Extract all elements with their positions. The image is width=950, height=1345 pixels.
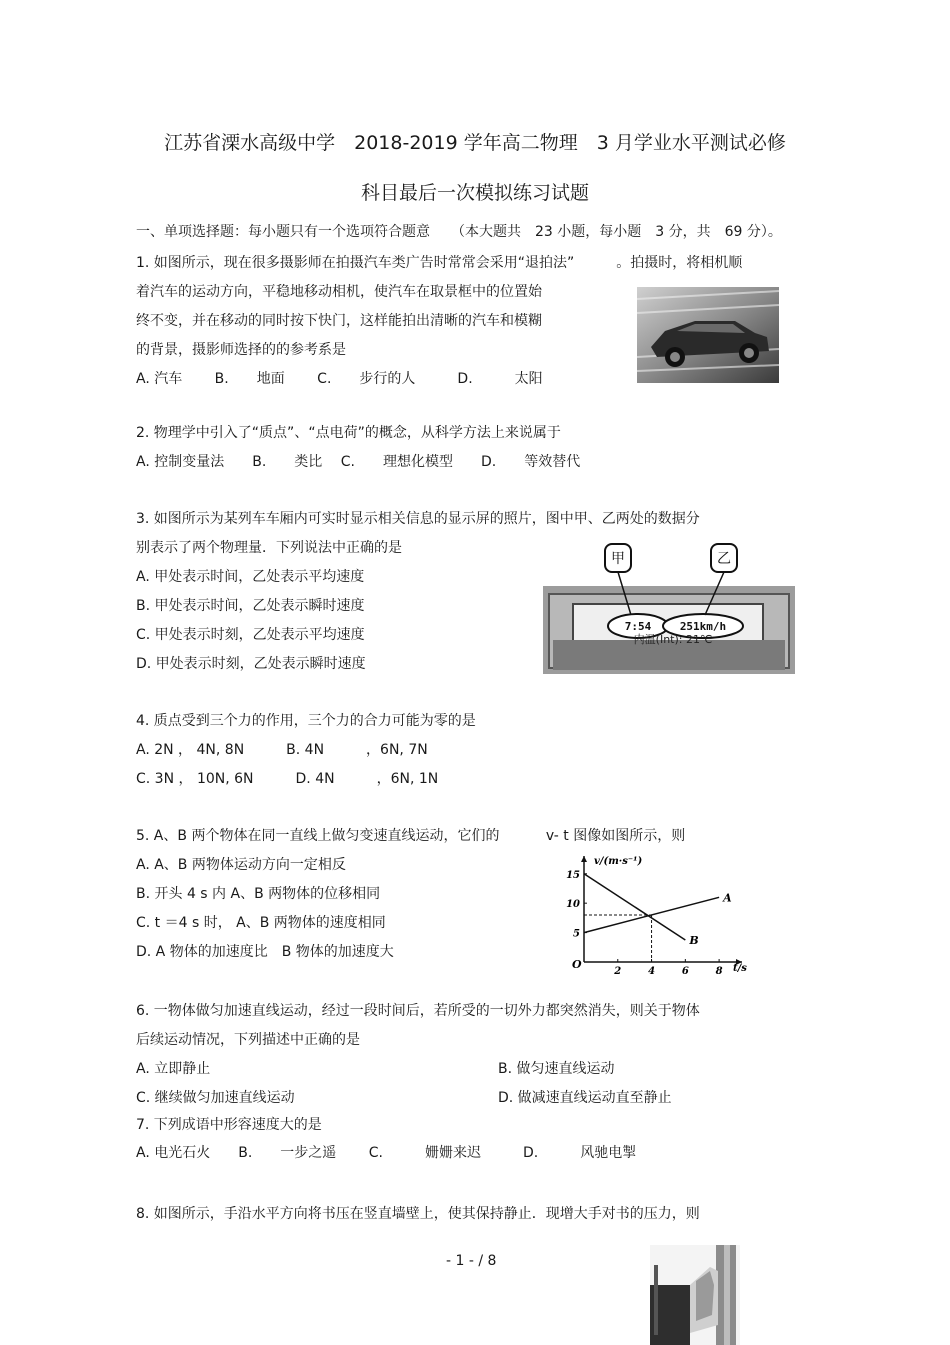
origin-label: O bbox=[572, 958, 582, 971]
q3-line1: 3. 如图所示为某列车车厢内可实时显示相关信息的显示屏的照片，图中甲、乙两处的数据分 bbox=[136, 511, 700, 527]
q6-option-b: B. 做匀速直线运动 bbox=[498, 1061, 615, 1077]
page-subtitle: 科目最后一次模拟练习试题 bbox=[360, 182, 589, 204]
q6-line1: 6. 一物体做匀加速直线运动，经过一段时间后，若所受的一切外力都突然消失，则关于物体 bbox=[136, 1003, 700, 1019]
q5-option-b: B. 开头 4 s 内 A、B 两物体的位移相同 bbox=[136, 886, 381, 902]
time-readout: 7:54 bbox=[624, 620, 652, 633]
q4-stem: 4. 质点受到三个力的作用，三个力的合力可能为零的是 bbox=[136, 713, 476, 729]
q5-stem: 5. A、B 两个物体在同一直线上做匀变速直线运动，它们的 v- t 图像如图所示，则 bbox=[136, 828, 686, 844]
x-tick-label: 4 bbox=[648, 966, 656, 975]
q7-stem: 7. 下列成语中形容速度大的是 bbox=[136, 1117, 322, 1133]
car-photo bbox=[637, 287, 779, 383]
q6-option-c: C. 继续做匀加速直线运动 bbox=[136, 1090, 295, 1106]
q1-options: A. 汽车 B. 地面 C. 步行的人 D. 太阳 bbox=[136, 371, 543, 387]
section-header: 一、单项选择题：每小题只有一个选项符合题意 （本大题共 23 小题，每小题 3 分，共 69 分）。 bbox=[136, 224, 782, 240]
q8-stem: 8. 如图所示，手沿水平方向将书压在竖直墙壁上，使其保持静止．现增大手对书的压力，则 bbox=[136, 1206, 700, 1222]
page-number: - 1 - / 8 bbox=[446, 1253, 497, 1269]
q6-option-d: D. 做减速直线运动直至静止 bbox=[498, 1090, 672, 1106]
q3-option-c: C. 甲处表示时刻，乙处表示平均速度 bbox=[136, 627, 365, 643]
q1-line3: 终不变，并在移动的同时按下快门，这样能拍出清晰的汽车和模糊 bbox=[136, 313, 542, 329]
temp-readout: 内温(Int): 21℃ bbox=[633, 633, 713, 646]
y-axis-label: v/(m·s⁻¹) bbox=[594, 856, 643, 867]
q1-line4: 的背景，摄影师选择的的参考系是 bbox=[136, 342, 346, 358]
train-display-figure bbox=[543, 540, 795, 674]
vt-graph bbox=[560, 850, 760, 975]
q7-options: A. 电光石火 B. 一步之遥 C. 姗姗来迟 D. 风驰电掣 bbox=[136, 1145, 637, 1161]
y-axis-arrow bbox=[581, 856, 587, 862]
q6-line2: 后续运动情况，下列描述中正确的是 bbox=[136, 1032, 360, 1048]
q4-options-row1: A. 2N ， 4N, 8N B. 4N ，6N, 7N bbox=[136, 742, 428, 758]
page-title: 江苏省溧水高级中学 2018-2019 学年高二物理 3 月学业水平测试必修 bbox=[164, 132, 786, 154]
q3-option-b: B. 甲处表示时间，乙处表示瞬时速度 bbox=[136, 598, 365, 614]
y-tick-label: 5 bbox=[573, 928, 580, 940]
q5-option-d: D. A 物体的加速度比 B 物体的加速度大 bbox=[136, 944, 394, 960]
x-tick-label: 2 bbox=[614, 966, 622, 975]
x-axis-label: t/s bbox=[733, 963, 747, 974]
q2-stem: 2. 物理学中引入了“质点”、“点电荷”的概念，从科学方法上来说属于 bbox=[136, 425, 561, 441]
q6-option-a: A. 立即静止 bbox=[136, 1061, 211, 1077]
q2-options: A. 控制变量法 B. 类比 C. 理想化模型 D. 等效替代 bbox=[136, 454, 581, 470]
q5-option-c: C. t ＝4 s 时， A、B 两物体的速度相同 bbox=[136, 915, 386, 931]
q1-line2: 着汽车的运动方向，平稳地移动相机，使汽车在取景框中的位置始 bbox=[136, 284, 542, 300]
hand-book-wall-photo bbox=[650, 1245, 740, 1345]
q1-line1: 1. 如图所示，现在很多摄影师在拍摄汽车类广告时常常会采用“退拍法” 。拍摄时，将相机顺 bbox=[136, 255, 743, 271]
label-yi: 乙 bbox=[717, 551, 731, 567]
y-tick-label: 10 bbox=[566, 899, 580, 911]
series-label-a: A bbox=[723, 891, 732, 905]
q4-options-row2: C. 3N ， 10N, 6N D. 4N ，6N, 1N bbox=[136, 771, 439, 787]
speed-readout: 251km/h bbox=[679, 620, 727, 633]
series-label-b: B bbox=[689, 933, 699, 947]
q3-option-d: D. 甲处表示时刻，乙处表示瞬时速度 bbox=[136, 656, 366, 672]
x-tick-label: 6 bbox=[681, 966, 689, 975]
y-tick-label: 15 bbox=[566, 869, 580, 881]
series-line-b bbox=[584, 874, 685, 940]
q5-option-a: A. A、B 两物体运动方向一定相反 bbox=[136, 857, 346, 873]
q3-line2: 别表示了两个物理量．下列说法中正确的是 bbox=[136, 540, 402, 556]
x-tick-label: 8 bbox=[715, 966, 723, 975]
label-jia: 甲 bbox=[611, 551, 625, 567]
q3-option-a: A. 甲处表示时间，乙处表示平均速度 bbox=[136, 569, 365, 585]
